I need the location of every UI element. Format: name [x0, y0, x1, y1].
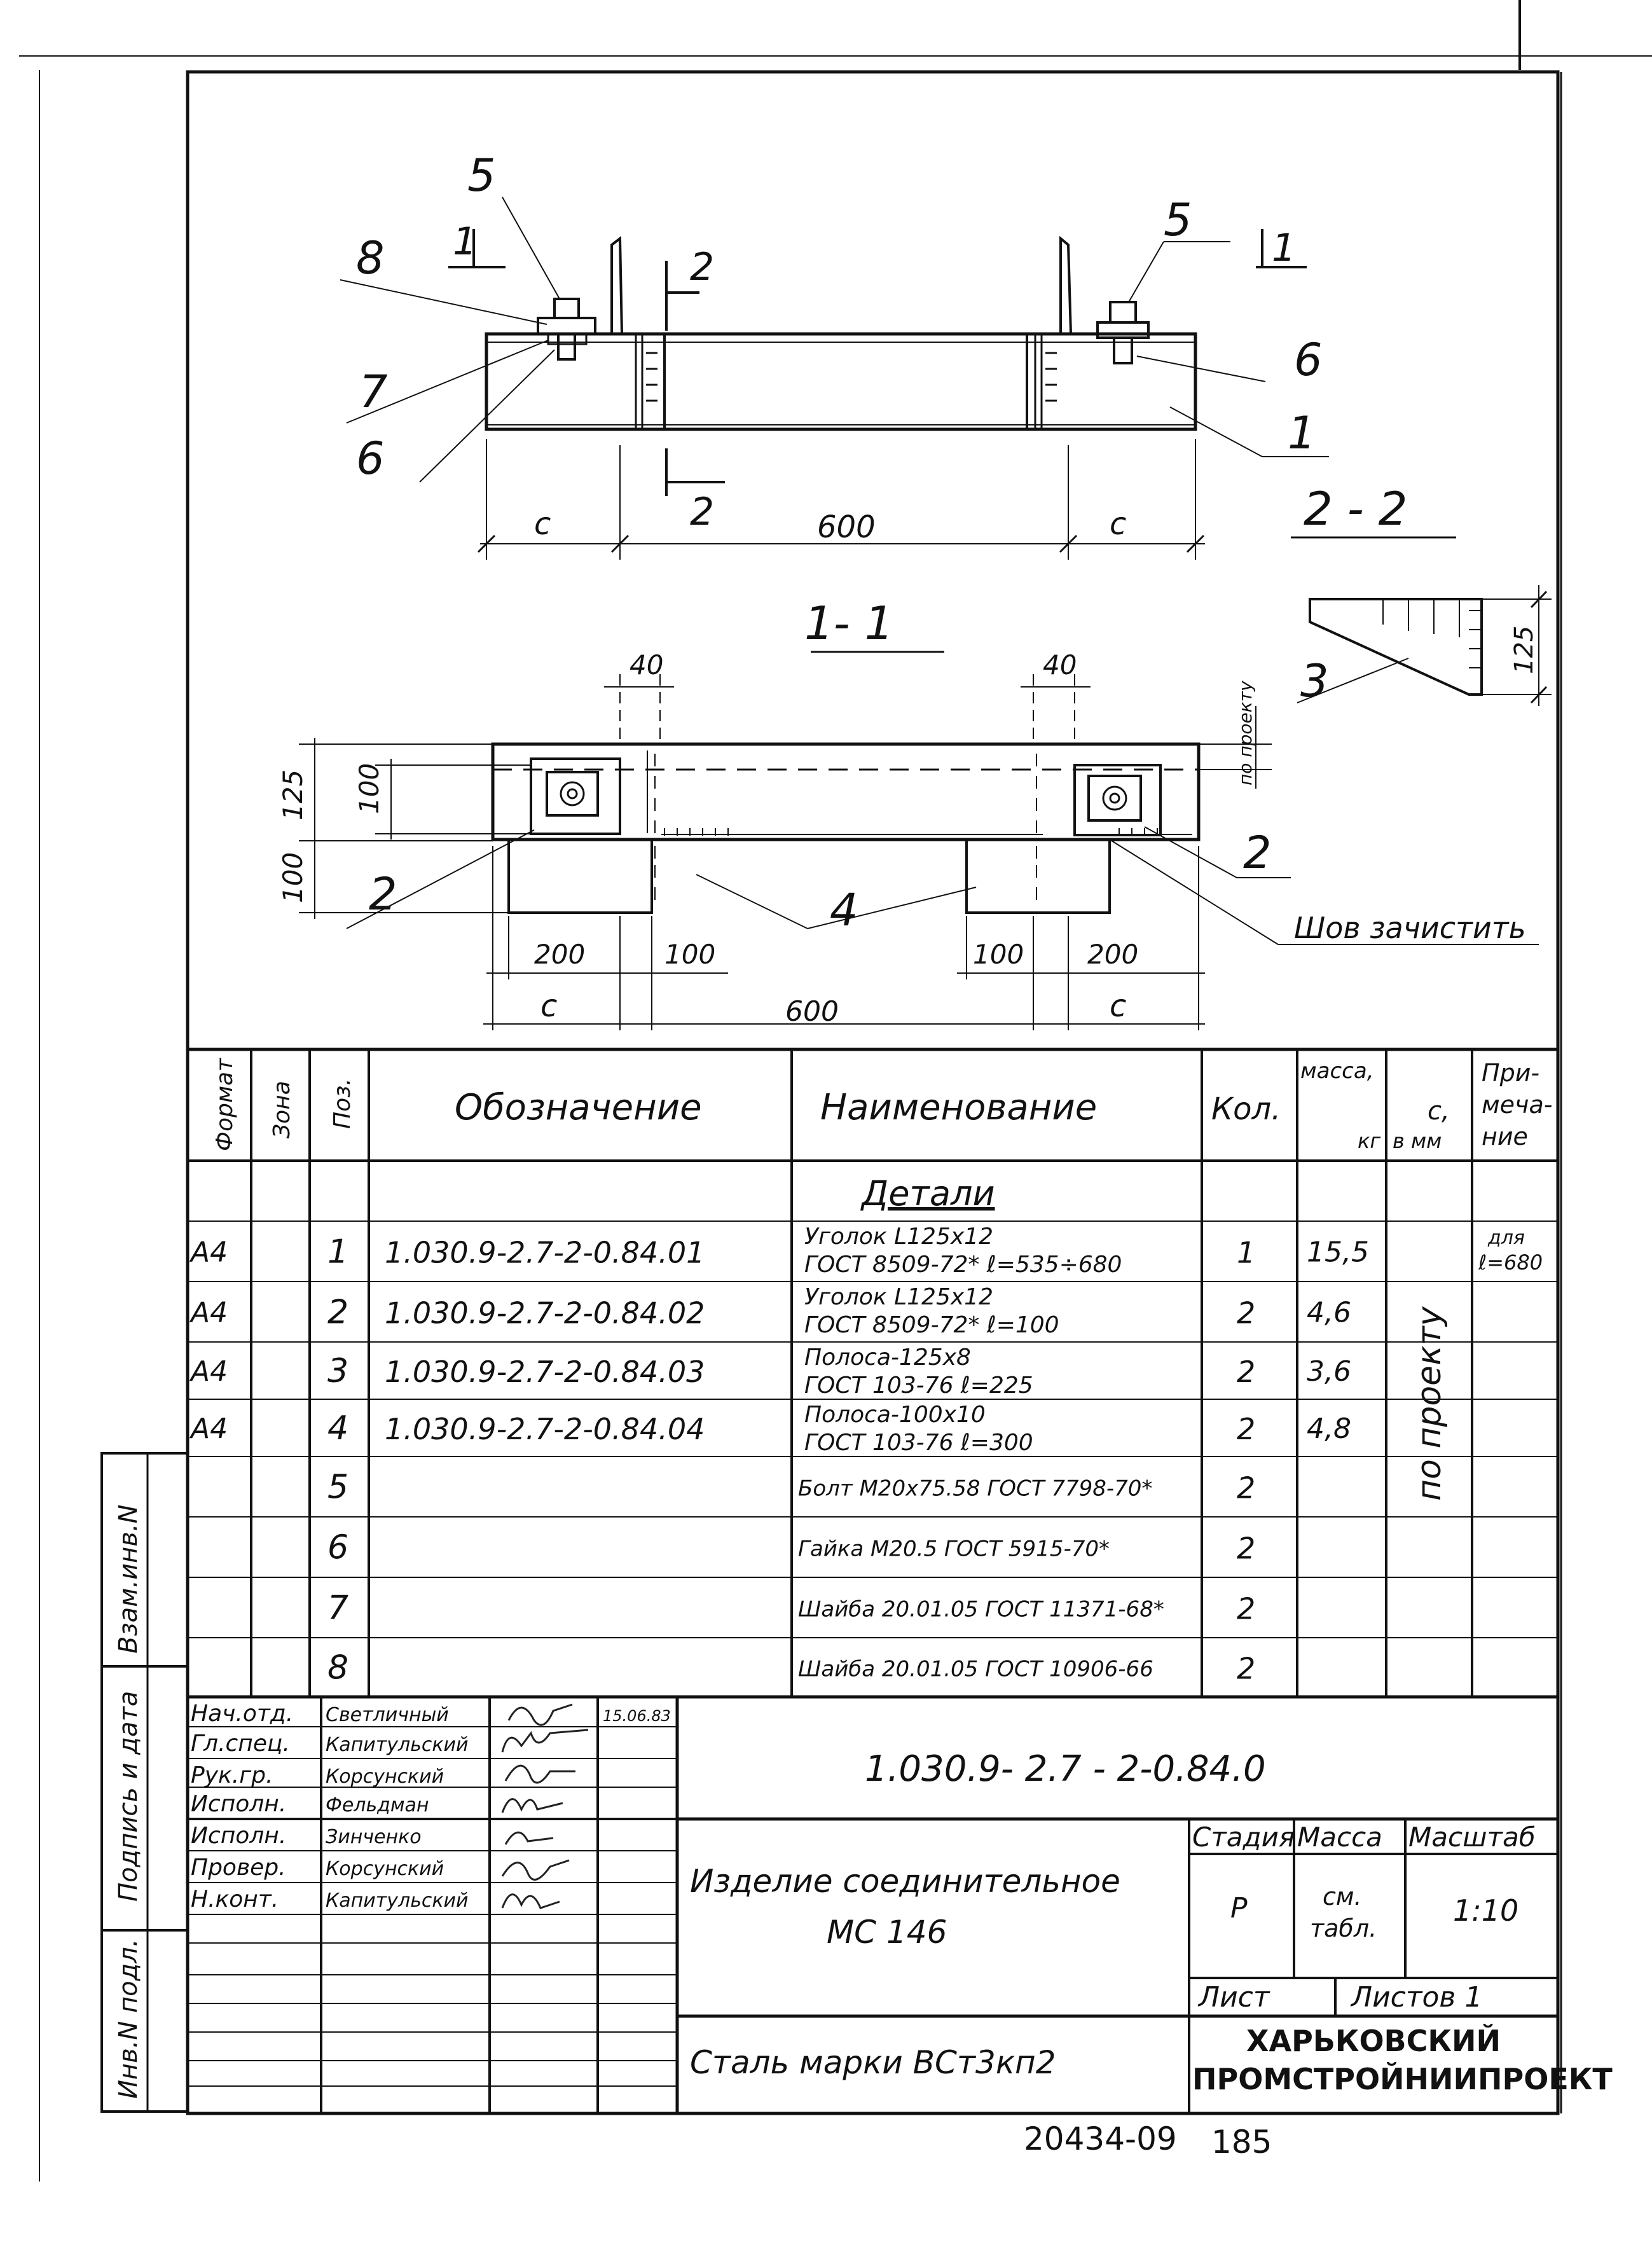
- dim-100-plate: 100: [354, 763, 385, 814]
- dim-100-right: 100: [973, 939, 1024, 970]
- sheets-label: Листов 1: [1351, 1981, 1483, 2014]
- role-row: [191, 1731, 469, 1757]
- dim-c-plan-right: c: [1110, 988, 1127, 1024]
- signature-1: [509, 1704, 572, 1725]
- dim-c-plan-left: c: [540, 988, 558, 1024]
- spec-pos: 7: [327, 1589, 349, 1628]
- plate-left: [531, 759, 620, 834]
- spec-c-column: [1410, 1306, 1449, 1501]
- callout-7: 7: [359, 366, 388, 418]
- spec-qty: 2: [1237, 1355, 1256, 1389]
- spec-name-line-2: ГОСТ 103-76 ℓ=225: [804, 1372, 1033, 1399]
- dim-125-detail: 125: [1510, 625, 1539, 674]
- dim-600-plan: 600: [785, 995, 839, 1028]
- callout-1: 1: [1288, 407, 1316, 459]
- spec-row: [189, 1224, 1543, 1278]
- section-details: Детали: [862, 1173, 995, 1213]
- spec-name: Шайба 20.01.05 ГОСТ 10906-66: [798, 1656, 1153, 1682]
- scale-label: Масштаб: [1408, 1822, 1536, 1853]
- lug-left: [509, 840, 652, 913]
- spec-row: [189, 1345, 1351, 1399]
- dim-200-right: 200: [1087, 939, 1139, 970]
- note-weld-clean: Шов зачистить: [1294, 911, 1526, 945]
- signature-7: [502, 1895, 560, 1908]
- spec-name-line-2: ГОСТ 8509-72* ℓ=535÷680: [804, 1252, 1122, 1278]
- signature-6: [502, 1860, 569, 1879]
- spec-pos: 3: [327, 1352, 349, 1390]
- role-title: Исполн.: [191, 1791, 287, 1817]
- org-line-1: ХАРЬКОВСКИЙ: [1246, 2024, 1501, 2058]
- spec-name-line-1: Полоса-125x8: [804, 1345, 971, 1371]
- spec-table-headers: [212, 1058, 1553, 1213]
- dim-40-right: 40: [1043, 649, 1077, 681]
- spec-pos: 6: [327, 1528, 349, 1567]
- spec-name-line-1: Уголок L125x12: [804, 1284, 993, 1310]
- role-date: 15.06.83: [603, 1707, 671, 1725]
- spec-row: [189, 1402, 1351, 1456]
- side-stamp-labels: [114, 1505, 143, 2099]
- spec-qty: 2: [1237, 1412, 1256, 1446]
- callout-8: 8: [356, 232, 385, 284]
- callout-3: 3: [1300, 655, 1329, 707]
- title-block-labels: [690, 1748, 1613, 2096]
- spec-designation: 1.030.9-2.7-2-0.84.02: [385, 1296, 705, 1331]
- header-name: Наименование: [820, 1087, 1098, 1128]
- section-mark-2-top: 2: [690, 245, 715, 289]
- role-row: [191, 1886, 469, 1912]
- header-mass-b: кг: [1358, 1129, 1381, 1153]
- dim-600: 600: [817, 509, 876, 545]
- signature-5: [506, 1832, 553, 1844]
- spec-mass: 3,6: [1307, 1355, 1351, 1388]
- org-line-2: ПРОМСТРОЙНИИПРОЕКТ: [1192, 2062, 1613, 2096]
- dim-40-left: 40: [630, 649, 664, 681]
- angle-right: [1061, 239, 1071, 334]
- role-title: Провер.: [191, 1855, 286, 1881]
- role-title: Рук.гр.: [191, 1762, 273, 1788]
- view-plan: [299, 652, 1539, 1030]
- spec-pos: 8: [327, 1649, 349, 1687]
- dim-200-left: 200: [534, 939, 586, 970]
- section-mark-1-left: 1: [453, 219, 478, 264]
- header-pos: Поз.: [329, 1078, 355, 1129]
- spec-qty: 2: [1237, 1531, 1256, 1566]
- mass-value-1: см.: [1323, 1883, 1362, 1911]
- title-block-signatures: [502, 1704, 588, 1908]
- dim-c-left: c: [534, 506, 551, 542]
- stamp-sign-date: Подпись и дата: [114, 1690, 143, 1902]
- spec-name-line-1: Уголок L125x12: [804, 1224, 993, 1250]
- dim-100-left: 100: [664, 939, 716, 970]
- signature-2: [502, 1730, 588, 1752]
- role-title: Нач.отд.: [191, 1701, 294, 1727]
- role-name: Светличный: [326, 1704, 449, 1726]
- spec-row: [189, 1284, 1351, 1338]
- callout-5-left: 5: [467, 149, 496, 202]
- callout-6-left: 6: [356, 432, 385, 485]
- spec-mass: 4,8: [1307, 1413, 1351, 1445]
- spec-name: Шайба 20.01.05 ГОСТ 11371-68*: [798, 1596, 1164, 1622]
- header-designation: Обозначение: [455, 1087, 702, 1128]
- footer-page: 185: [1211, 2124, 1272, 2161]
- section-title-2-2: 2 - 2: [1304, 482, 1408, 536]
- dim-100-lug: 100: [277, 852, 308, 903]
- spec-qty: 2: [1237, 1296, 1256, 1331]
- spec-pos: 5: [327, 1468, 349, 1507]
- doc-code: 1.030.9- 2.7 - 2-0.84.0: [865, 1748, 1266, 1790]
- callout-6-right: 6: [1294, 334, 1323, 386]
- plate-right: [1075, 765, 1160, 835]
- product-line-2: МС 146: [827, 1914, 947, 1951]
- header-qty: Кол.: [1211, 1091, 1281, 1127]
- c-by-project: по проекту: [1410, 1306, 1449, 1501]
- scale-value: 1:10: [1453, 1893, 1519, 1928]
- stage-value: Р: [1230, 1892, 1248, 1925]
- spec-qty: 1: [1237, 1235, 1256, 1270]
- spec-qty: 2: [1237, 1651, 1256, 1686]
- spec-mass: 4,6: [1307, 1296, 1351, 1329]
- material: Сталь марки ВСт3кп2: [690, 2044, 1056, 2081]
- stamp-replaced-inv: Взам.инв.N: [114, 1504, 143, 1654]
- role-row: [191, 1762, 444, 1788]
- header-note-b: меча-: [1482, 1091, 1553, 1119]
- header-note-a: При-: [1482, 1059, 1540, 1087]
- role-title: Н.конт.: [191, 1886, 279, 1912]
- view-plan-labels: [277, 597, 1526, 1028]
- header-mass-a: масса,: [1300, 1058, 1374, 1084]
- spec-format: А4: [191, 1296, 228, 1329]
- spec-designation: 1.030.9-2.7-2-0.84.01: [385, 1235, 705, 1270]
- role-title: Исполн.: [191, 1823, 287, 1849]
- mass-label: Масса: [1297, 1822, 1382, 1853]
- spec-designation: 1.030.9-2.7-2-0.84.03: [385, 1355, 705, 1389]
- footer: [1024, 2120, 1272, 2161]
- spec-pos: 1: [327, 1233, 349, 1271]
- spec-mass: 15,5: [1307, 1236, 1369, 1269]
- spec-note-line-2: ℓ=680: [1478, 1250, 1543, 1275]
- footer-number: 20434-09: [1024, 2120, 1177, 2157]
- role-name: Капитульский: [326, 1734, 469, 1756]
- role-row: [191, 1791, 429, 1817]
- dim-125-left: 125: [277, 769, 308, 820]
- callout-2-left: 2: [369, 868, 397, 920]
- spec-pos: 4: [327, 1409, 349, 1448]
- stage-label: Стадия: [1192, 1822, 1295, 1853]
- callout-4: 4: [830, 884, 858, 936]
- spec-designation: 1.030.9-2.7-2-0.84.04: [385, 1412, 705, 1446]
- dim-c-right: c: [1110, 506, 1127, 542]
- role-row: [191, 1823, 422, 1849]
- spec-table-rows: [189, 1224, 1543, 1687]
- section-mark-1-right: 1: [1272, 226, 1297, 270]
- role-row: [191, 1855, 444, 1881]
- spec-qty: 2: [1237, 1591, 1256, 1626]
- spec-name-line-1: Полоса-100x10: [804, 1402, 986, 1428]
- note-by-project-side: по проекту: [1235, 681, 1256, 785]
- spec-format: А4: [191, 1236, 228, 1269]
- role-title: Гл.спец.: [191, 1731, 290, 1757]
- spec-name: Гайка М20.5 ГОСТ 5915-70*: [798, 1536, 1110, 1562]
- callout-2-right: 2: [1243, 827, 1272, 879]
- role-name: Фельдман: [326, 1794, 429, 1816]
- mass-value-2: табл.: [1310, 1914, 1377, 1942]
- signature-3: [506, 1766, 575, 1783]
- angle-left: [612, 239, 622, 334]
- bolt-left: [538, 299, 595, 359]
- spec-note-line-1: для: [1488, 1227, 1525, 1249]
- role-name: Капитульский: [326, 1890, 469, 1912]
- header-note-c: ние: [1482, 1123, 1528, 1151]
- header-zone: Зона: [269, 1081, 295, 1138]
- bar-body: [486, 334, 1195, 429]
- spec-name-line-2: ГОСТ 103-76 ℓ=300: [804, 1430, 1033, 1456]
- section-title-1-1: 1- 1: [804, 597, 894, 650]
- role-name: Зинченко: [326, 1826, 422, 1848]
- header-c-a: с,: [1428, 1096, 1450, 1126]
- spec-qty: 2: [1237, 1470, 1256, 1505]
- section-mark-2-bottom: 2: [690, 490, 715, 534]
- product-line-1: Изделие соединительное: [690, 1863, 1120, 1900]
- signature-4: [502, 1799, 563, 1813]
- header-c-b: в мм: [1393, 1129, 1442, 1153]
- spec-format: А4: [191, 1355, 228, 1388]
- view-elevation-labels: [356, 149, 1407, 545]
- callout-5-right: 5: [1164, 194, 1192, 246]
- sheet-label: Лист: [1199, 1981, 1270, 2014]
- header-format: Формат: [212, 1058, 238, 1151]
- stamp-inv-orig: Инв.N подл.: [114, 1939, 143, 2099]
- role-name: Корсунский: [326, 1766, 444, 1788]
- spec-name-line-2: ГОСТ 8509-72* ℓ=100: [804, 1312, 1059, 1338]
- spec-name: Болт М20x75.58 ГОСТ 7798-70*: [798, 1476, 1153, 1502]
- lug-right: [967, 840, 1110, 913]
- spec-pos: 2: [327, 1293, 349, 1332]
- role-name: Корсунский: [326, 1858, 444, 1880]
- spec-format: А4: [191, 1413, 228, 1445]
